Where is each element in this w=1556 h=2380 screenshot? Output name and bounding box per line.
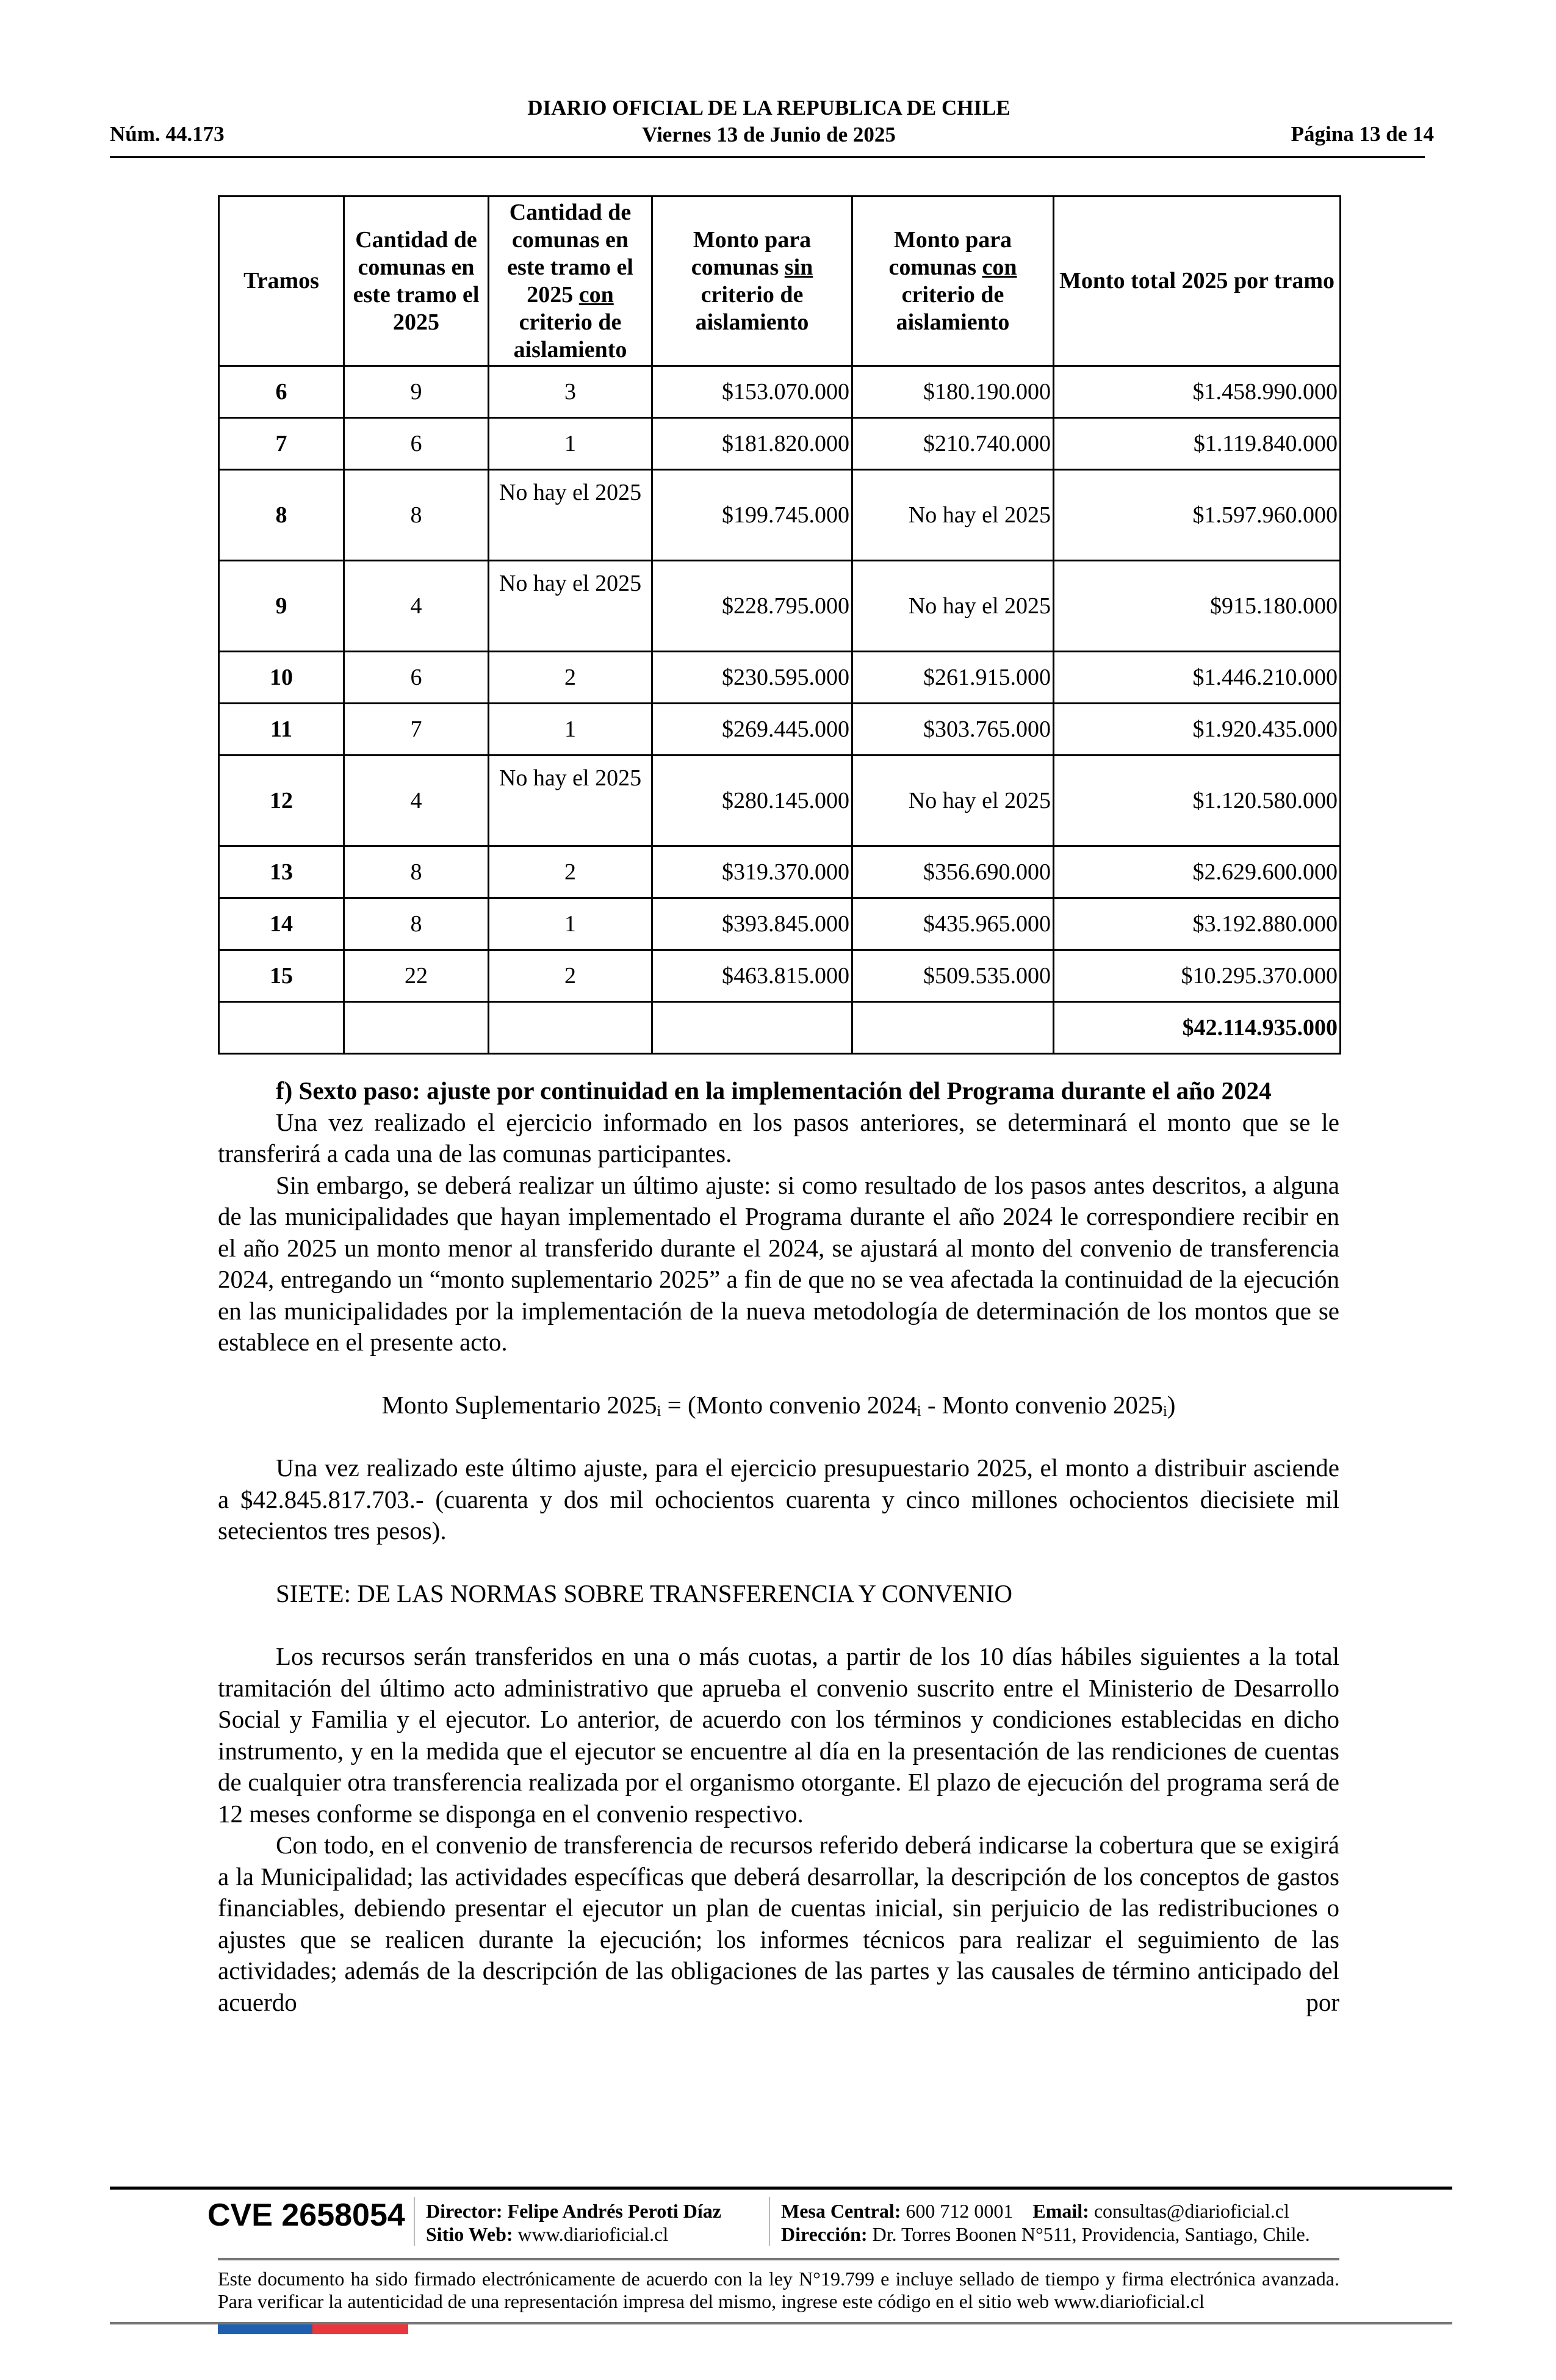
flag-red-bar — [312, 2324, 408, 2334]
footer-divider-grey — [218, 2258, 1339, 2260]
cantidad-aislamiento-cell: 3 — [489, 366, 652, 418]
formula-part: = (Monto convenio 2024 — [661, 1391, 917, 1419]
monto-total-cell: $1.920.435.000 — [1054, 704, 1341, 755]
col-header-tramos: Tramos — [219, 197, 344, 366]
header-text: criterio de aislamiento — [695, 281, 809, 335]
monto-con-cell: No hay el 2025 — [852, 561, 1054, 652]
monto-con-cell: $180.190.000 — [852, 366, 1054, 418]
table-row — [219, 950, 1341, 1002]
cantidad-aislamiento-cell: 1 — [489, 704, 652, 755]
web-link[interactable]: www.diarioficial.cl — [517, 2223, 669, 2245]
table-total-row — [219, 1002, 1341, 1054]
monto-sin-cell: $280.145.000 — [652, 755, 852, 846]
tramos-table — [218, 195, 1341, 1055]
empty-cell — [219, 1002, 344, 1054]
table-row — [219, 898, 1341, 950]
header-text: criterio de aislamiento — [896, 281, 1010, 335]
monto-total-cell: $2.629.600.000 — [1054, 846, 1341, 898]
section-title-siete: SIETE: DE LAS NORMAS SOBRE TRANSFERENCIA Y CONVENIO — [276, 1579, 1012, 1607]
cantidad-aislamiento-cell: 1 — [489, 418, 652, 470]
monto-sin-cell: $393.845.000 — [652, 898, 852, 950]
monto-con-cell: No hay el 2025 — [852, 470, 1054, 561]
monto-total-cell: $1.119.840.000 — [1054, 418, 1341, 470]
footer-address — [781, 2223, 1310, 2246]
header-text-underlined: con — [578, 281, 614, 308]
label: Sitio Web: — [426, 2223, 513, 2245]
empty-cell — [652, 1002, 852, 1054]
paragraph: Con todo, en el convenio de transferencia de recursos referido deberá indicarse la cobertura que se exigirá a la Municipalidad; las actividades específicas que deberá desarrollar, la descripción de los conceptos de gastos financiables, debiendo presentar el ejecutor un plan de cuentas inicial, sin perjuicio de las redistribuciones o ajustes que se realicen durante la ejecución; los informes técnicos para realizar el seguimiento de las actividades; además de la descripción de las obligaciones de las partes y las causales de término anticipado del acuerdo por — [218, 1831, 1339, 2016]
monto-total-cell: $915.180.000 — [1054, 561, 1341, 652]
monto-sin-cell: $199.745.000 — [652, 470, 852, 561]
document-body — [218, 1075, 1339, 2018]
monto-sin-cell: $319.370.000 — [652, 846, 852, 898]
cantidad-aislamiento-cell: 2 — [489, 652, 652, 704]
paragraph: Una vez realizado este último ajuste, para el ejercicio presupuestario 2025, el monto a distribuir asciende a $42.845.817.703.- (cuarenta y dos mil ochocientos cuarenta y cinco millones ochocientos diecisiete mil setecientos tres pesos). — [218, 1454, 1339, 1545]
monto-con-cell: No hay el 2025 — [852, 755, 1054, 846]
total-cell: $42.114.935.000 — [1054, 1002, 1341, 1054]
flag-blue-bar — [218, 2324, 312, 2334]
empty-cell — [489, 1002, 652, 1054]
tramo-cell: 12 — [219, 755, 344, 846]
formula-subscript: i — [917, 1403, 921, 1419]
monto-con-cell: $210.740.000 — [852, 418, 1054, 470]
table-row — [219, 755, 1341, 846]
table-row — [219, 652, 1341, 704]
col-header-cantidad: Cantidad de comunas en este tramo el 2025 — [344, 197, 489, 366]
monto-total-cell: $10.295.370.000 — [1054, 950, 1341, 1002]
formula-part: Monto Suplementario 2025 — [381, 1391, 657, 1419]
monto-con-cell: $356.690.000 — [852, 846, 1054, 898]
cantidad-cell: 9 — [344, 366, 489, 418]
phone: 600 712 0001 — [906, 2200, 1014, 2222]
footer-web — [426, 2223, 668, 2246]
cantidad-aislamiento-cell: 1 — [489, 898, 652, 950]
formula-subscript: i — [1162, 1403, 1167, 1419]
tramo-cell: 13 — [219, 846, 344, 898]
table-row — [219, 418, 1341, 470]
monto-total-cell: $1.597.960.000 — [1054, 470, 1341, 561]
director-name: Felipe Andrés Peroti Díaz — [507, 2200, 721, 2222]
monto-con-cell: $261.915.000 — [852, 652, 1054, 704]
formula-part: ) — [1167, 1391, 1176, 1419]
tramo-cell: 6 — [219, 366, 344, 418]
header-text-underlined: sin — [784, 254, 813, 280]
title-text: DIARIO OFICIAL DE LA REPUBLICA DE CHILE — [527, 96, 1010, 120]
tramo-cell: 10 — [219, 652, 344, 704]
label: Email: — [1032, 2200, 1089, 2222]
col-header-cantidad-aislamiento — [489, 197, 652, 366]
tramo-cell: 9 — [219, 561, 344, 652]
cantidad-aislamiento-cell: No hay el 2025 — [489, 561, 652, 652]
monto-sin-cell: $228.795.000 — [652, 561, 852, 652]
label: Mesa Central: — [781, 2200, 901, 2222]
monto-sin-cell: $153.070.000 — [652, 366, 852, 418]
table-row — [219, 366, 1341, 418]
header-text: criterio de aislamiento — [513, 309, 627, 362]
cve-code: CVE 2658054 — [207, 2198, 405, 2233]
cantidad-cell: 4 — [344, 755, 489, 846]
footer-contact — [781, 2199, 1289, 2223]
issue-date: Viernes 13 de Junio de 2025 — [642, 123, 896, 146]
address: Dr. Torres Boonen N°511, Providencia, Santiago, Chile. — [872, 2223, 1310, 2245]
signature-disclaimer: Este documento ha sido firmado electrónicamente de acuerdo con la ley N°19.799 e incluye sellado de tiempo y firma electrónica avanzada. Para verificar la autenticidad de una representación impresa del mismo, ingrese este código en el sitio web www.diarioficial.cl — [218, 2268, 1339, 2312]
paragraph: Una vez realizado el ejercicio informado en los pasos anteriores, se determinará el monto que se le transferirá a cada una de las comunas participantes. — [218, 1108, 1339, 1167]
paragraph: Los recursos serán transferidos en una o más cuotas, a partir de los 10 días hábiles siguientes a la total tramitación del último acto administrativo que aprueba el convenio suscrito entre el Ministerio de Desarrollo Social y Familia y el ejecutor. Lo anterior, de acuerdo con los términos y condiciones establecidas en dicho instrumento, y en la medida que el ejecutor se encuentre al día en la presentación de las rendiciones de cuentas de cualquier otra transferencia realizada por el organismo otorgante. El plazo de ejecución del programa será de 12 meses conforme se disponga en el convenio respectivo. — [218, 1642, 1339, 1828]
label: Dirección: — [781, 2223, 868, 2245]
empty-cell — [852, 1002, 1054, 1054]
cantidad-cell: 8 — [344, 470, 489, 561]
footer-divider — [110, 2187, 1452, 2190]
monto-sin-cell: $463.815.000 — [652, 950, 852, 1002]
cantidad-cell: 6 — [344, 652, 489, 704]
footer-director — [426, 2199, 721, 2223]
col-header-monto-total: Monto total 2025 por tramo — [1054, 197, 1341, 366]
formula-part: - Monto convenio 2025 — [921, 1391, 1163, 1419]
header-text: Cantidad de comunas en este tramo el 2025 — [507, 199, 633, 308]
table-row — [219, 561, 1341, 652]
header-text: Monto para comunas — [888, 226, 1012, 280]
header-divider — [110, 156, 1425, 158]
col-header-monto-sin — [652, 197, 852, 366]
section-heading-f: f) Sexto paso: ajuste por continuidad en la implementación del Programa durante el año 2024 — [276, 1076, 1272, 1105]
header-text-underlined: con — [982, 254, 1017, 280]
footer-separator — [414, 2197, 415, 2246]
cantidad-aislamiento-cell: 2 — [489, 950, 652, 1002]
monto-sin-cell: $269.445.000 — [652, 704, 852, 755]
cantidad-cell: 4 — [344, 561, 489, 652]
email-link[interactable]: consultas@diarioficial.cl — [1093, 2200, 1289, 2222]
tramo-cell: 15 — [219, 950, 344, 1002]
cantidad-cell: 7 — [344, 704, 489, 755]
tramo-cell: 7 — [219, 418, 344, 470]
cantidad-cell: 8 — [344, 898, 489, 950]
cantidad-cell: 22 — [344, 950, 489, 1002]
formula — [218, 1390, 1339, 1421]
tramo-cell: 11 — [219, 704, 344, 755]
tramo-cell: 14 — [219, 898, 344, 950]
monto-total-cell: $1.458.990.000 — [1054, 366, 1341, 418]
cantidad-cell: 8 — [344, 846, 489, 898]
page-number: Página 13 de 14 — [1291, 122, 1434, 146]
paragraph: Sin embargo, se deberá realizar un último ajuste: si como resultado de los pasos antes descritos, a alguna de las municipalidades que hayan implementado el Programa durante el año 2024 le correspondiere recibir en el año 2025 un monto menor al transferido durante el 2024, se ajustará al monto del convenio de transferencia 2024, entregando un “monto suplementario 2025” a fin de que no se vea afectada la continuidad de la ejecución en las municipalidades por la implementación de la nueva metodología de determinación de los montos que se establece en el presente acto. — [218, 1170, 1339, 1356]
issue-number: Núm. 44.173 — [110, 122, 225, 146]
tramo-cell: 8 — [219, 470, 344, 561]
monto-total-cell: $1.446.210.000 — [1054, 652, 1341, 704]
table-row — [219, 704, 1341, 755]
cantidad-cell: 6 — [344, 418, 489, 470]
label: Director: — [426, 2200, 503, 2222]
cantidad-aislamiento-cell: 2 — [489, 846, 652, 898]
formula-subscript: i — [657, 1403, 661, 1419]
col-header-monto-con — [852, 197, 1054, 366]
monto-total-cell: $3.192.880.000 — [1054, 898, 1341, 950]
monto-con-cell: $303.765.000 — [852, 704, 1054, 755]
table-header-row — [219, 197, 1341, 366]
monto-total-cell: $1.120.580.000 — [1054, 755, 1341, 846]
cantidad-aislamiento-cell: No hay el 2025 — [489, 755, 652, 846]
monto-sin-cell: $181.820.000 — [652, 418, 852, 470]
empty-cell — [344, 1002, 489, 1054]
monto-con-cell: $435.965.000 — [852, 898, 1054, 950]
monto-con-cell: $509.535.000 — [852, 950, 1054, 1002]
header-text: Monto para comunas — [691, 226, 812, 280]
cantidad-aislamiento-cell: No hay el 2025 — [489, 470, 652, 561]
monto-sin-cell: $230.595.000 — [652, 652, 852, 704]
table-row — [219, 846, 1341, 898]
table-row — [219, 470, 1341, 561]
footer-separator — [769, 2197, 770, 2246]
